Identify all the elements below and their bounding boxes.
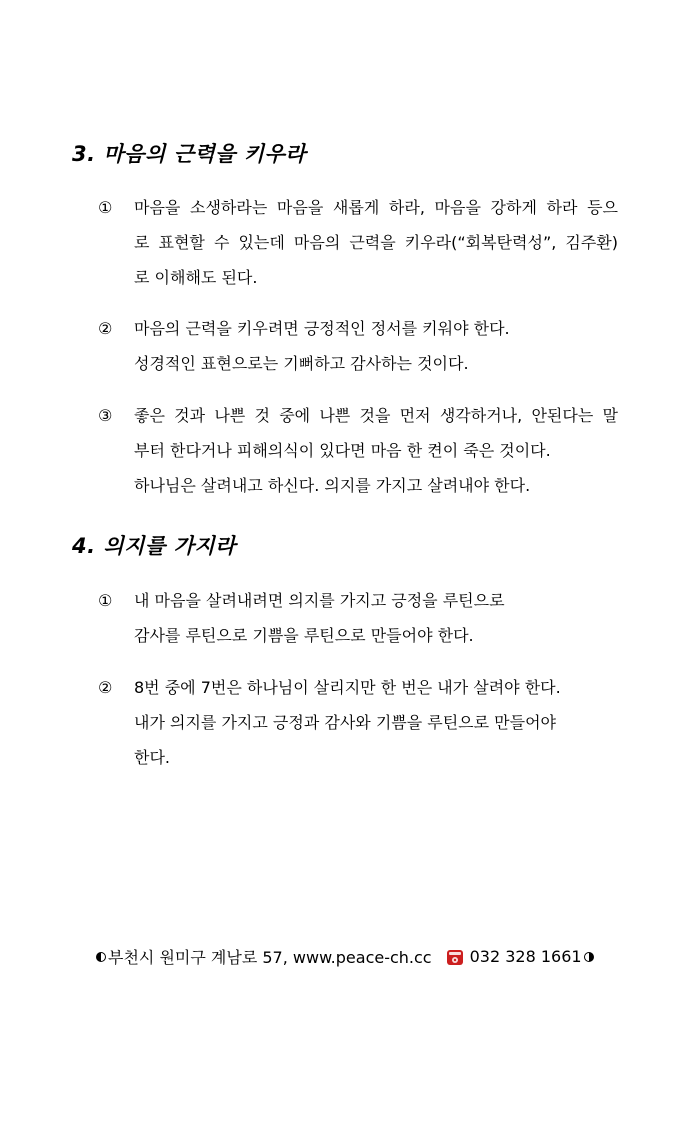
item-line: 로 이해해도 된다.: [134, 268, 258, 287]
item-number: ①: [98, 198, 113, 217]
item-line: 마음을 소생하라는 마음을 새롭게 하라, 마음을 강하게 하라 등으: [134, 198, 618, 217]
half-circle-left-icon: [96, 952, 106, 962]
section-title-4: 4. 의지를 가지라: [72, 534, 236, 558]
item-number: ②: [98, 319, 113, 338]
list-item: [98, 311, 618, 381]
item-line: 부터 한다거나 피해의식이 있다면 마음 한 켠이 죽은 것이다.: [134, 441, 551, 460]
item-line: 성경적인 표현으로는 기뻐하고 감사하는 것이다.: [134, 354, 469, 373]
item-line: 로 표현할 수 있는데 마음의 근력을 키우라(“회복탄력성”, 김주환): [134, 233, 618, 252]
item-line: 내가 의지를 가지고 긍정과 감사와 기쁨을 루틴으로 만들어야: [134, 713, 557, 732]
item-line: 좋은 것과 나쁜 것 중에 나쁜 것을 먼저 생각하거나, 안된다는 말: [134, 406, 618, 425]
item-line: 한다.: [134, 748, 170, 767]
item-line: 내 마음을 살려내려면 의지를 가지고 긍정을 루틴으로: [134, 591, 505, 610]
list-item: [98, 670, 618, 775]
half-circle-right-icon: [584, 952, 594, 962]
list-item: [98, 583, 618, 653]
footer-phone: 032 328 1661: [469, 947, 582, 966]
section-title-3: 3. 마음의 근력을 키우라: [72, 142, 307, 166]
item-line: 하나님은 살려내고 하신다. 의지를 가지고 살려내야 한다.: [134, 476, 531, 495]
footer-contact: [96, 945, 594, 968]
item-number: ②: [98, 678, 113, 697]
item-line: 감사를 루틴으로 기쁨을 루틴으로 만들어야 한다.: [134, 626, 474, 645]
footer-address: 부천시 원미구 계남로 57, www.peace-ch.cc: [108, 948, 432, 967]
list-item: [98, 398, 618, 503]
telephone-icon: [446, 948, 464, 966]
list-item: [98, 190, 618, 295]
item-line: 8번 중에 7번은 하나님이 살리지만 한 번은 내가 살려야 한다.: [134, 678, 561, 697]
item-line: 마음의 근력을 키우려면 긍정적인 정서를 키워야 한다.: [134, 319, 510, 338]
item-number: ③: [98, 406, 113, 425]
item-number: ①: [98, 591, 113, 610]
